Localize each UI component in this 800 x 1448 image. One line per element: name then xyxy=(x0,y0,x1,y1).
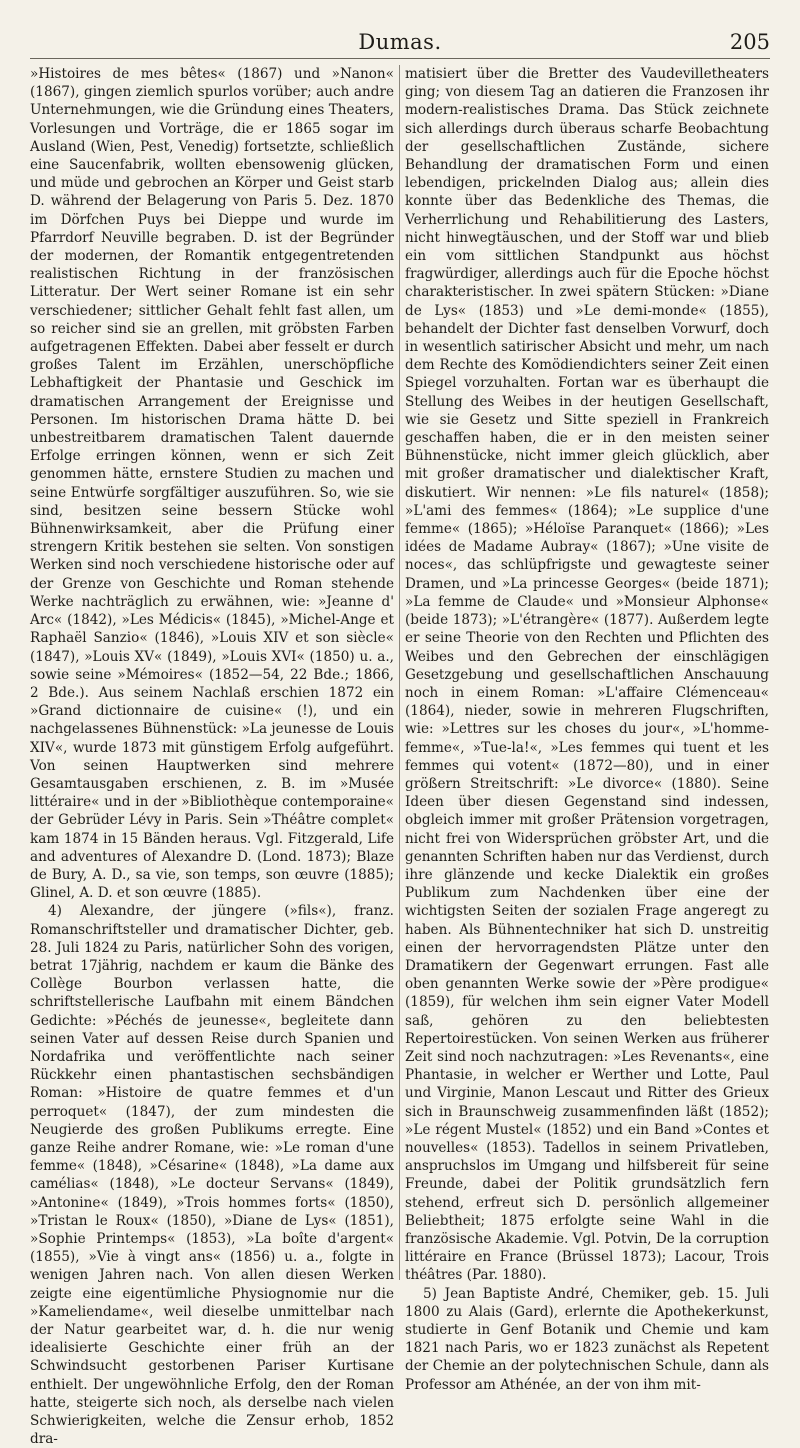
paragraph-dumas-pere-continued: »Histoires de mes bêtes« (1867) und »Nanon« (1867), gingen ziemlich spurlos vorüber; auch andre Unternehmungen, wie die Gründung eines Theaters, Vorlesungen und Vorträge, die er 1865 sogar im Ausland (Wien, Pest, Venedig) fortsetzte, schließlich eine Saucenfabrik, wollten ebensowenig glücken, und müde und gebrochen an Körper und Geist starb D. während der Belagerung von Paris 5. Dez. 1870 im Dörfchen Puys bei Dieppe und wurde im Pfarrdorf Neuville begraben. D. ist der Begründer der modernen, der Romantik entgegentretenden realistischen Richtung in der französischen Litteratur. Der Wert seiner Romane ist ein sehr verschiedener; sittlicher Gehalt fehlt fast allen, um so reicher sind sie an grellen, mit gröbsten Farben aufgetragenen Effekten. Dabei aber fesselt er durch großes Talent im Erzählen, unerschöpfliche Lebhaftigkeit der Phantasie und Geschick im dramatischen Arrangement der Ereignisse und Personen. Im historischen Drama hätte D. bei unbestreitbarem dramatischen Talent dauernde Erfolge erringen können, wenn er sich Zeit genommen hätte, ernstere Studien zu machen und seine Entwürfe sorgfältiger auszuführen. So, wie sie sind, besitzen seine bessern Stücke wohl Bühnenwirksamkeit, aber die Prüfung einer strengern Kritik bestehen sie selten. Von sonstigen Werken sind noch verschiedene historische oder auf der Grenze von Geschichte und Roman stehende Werke nachträglich zu erwähnen, wie: »Jeanne d' Arc« (1842), »Les Médicis« (1845), »Michel-Ange et Raphaël Sanzio« (1846), »Louis XIV et son siècle« (1847), »Louis XV« (1849), »Louis XVI« (1850) u. a., sowie seine »Mémoires« (1852—54, 22 Bde.; 1866, 2 Bde.). Aus seinem Nachlaß erschien 1872 ein »Grand dictionnaire de cuisine« (!), und ein nachgelassenes Bühnenstück: »La jeunesse de Louis XIV«, wurde 1873 mit günstigem Erfolg aufgeführt. Von seinen Hauptwerken sind mehrere Gesamtausgaben erschienen, z. B. im »Musée littéraire« und in der »Bibliothèque contemporaine« der Gebrüder Lévy in Paris. Sein »Théâtre complet« kam 1874 in 15 Bänden heraus. Vgl. Fitzgerald, Life and adventures of Alexandre D. (Lond. 1873); Blaze de Bury, A. D., sa vie, son temps, son œuvre (1885); Glinel, A. D. et son œuvre (1885). xyxy=(30,66,394,902)
paragraph-alexandre-fils: 4) Alexandre, der jüngere (»fils«), franz. Romanschriftsteller und dramatischer Dichter, geb. 28. Juli 1824 zu Paris, natürlicher Sohn des vorigen, betrat 17jährig, nachdem er kaum die Bänke des Collège Bourbon verlassen hatte, die schriftstellerische Laufbahn mit einem Bändchen Gedichte: »Péchés de jeunesse«, begleitete dann seinen Vater auf dessen Reise durch Spanien und Nordafrika und veröffentlichte nach seiner Rückkehr einen phantastischen sechsbändigen Roman: »Histoire de quatre femmes et d'un perroquet« (1847), der zum mindesten die Neugierde des großen Publikums erregte. Eine ganze Reihe andrer Romane, wie: »Le roman d'une femme« (1848), »Césarine« (1848), »La dame aux camélias« (1848), »Le docteur Servans« (1849), »Antonine« (1849), »Trois hommes forts« (1850), »Tristan le Roux« (1850), »Diane de Lys« (1851), »Sophie Printemps« (1853), »La boîte d'argent« (1855), »Vie à vingt ans« (1856) u. a., folgte in wenigen Jahren nach. Von allen diesen Werken zeigte eine eigentümliche Physiognomie nur die »Kameliendame«, weil dieselbe unmittelbar nach der Natur gearbeitet war, d. h. die nur wenig idealisierte Geschichte einer früh an der Schwindsucht gestorbenen Pariser Kurtisane enthielt. Der ungewöhnliche Erfolg, den der Roman hatte, steigerte sich noch, als derselbe nach vielen Schwierigkeiten, welche die Zensur erhob, 1852 dra- xyxy=(30,903,394,1448)
right-column xyxy=(405,65,769,1393)
text-columns xyxy=(30,65,770,1448)
page-header xyxy=(30,28,770,59)
left-column xyxy=(30,65,394,1448)
paragraph-jean-baptiste-andre: 5) Jean Baptiste André, Chemiker, geb. 15. Juli 1800 zu Alais (Gard), erlernte die Apothekerkunst, studierte in Genf Botanik und Chemie und kam 1821 nach Paris, wo er 1823 zunächst als Repetent der Chemie an der polytechnischen Schule, dann als Professor am Athénée, an der von ihm mit- xyxy=(405,1285,769,1393)
page-number: 205 xyxy=(729,30,770,54)
running-head: Dumas. xyxy=(358,30,442,54)
column-divider xyxy=(399,65,400,1280)
paragraph-alexandre-fils-continued: matisiert über die Bretter des Vaudevilletheaters ging; von diesem Tag an datieren die Franzosen ihr modern-realistisches Drama. Das Stück zeichnete sich allerdings durch überaus scharfe Beobachtung der gesellschaftlichen Zustände, sichere Behandlung der dramatischen Form und einen lebendigen, prickelnden Dialog aus; allein dies konnte über das Bedenkliche des Themas, die Verherrlichung und Rehabilitierung des Lasters, nicht hinwegtäuschen, und der Stoff war und blieb ein vom sittlichen Standpunkt aus höchst fragwürdiger, allerdings auch für die Epoche höchst charakteristischer. In zwei spätern Stücken: »Diane de Lys« (1853) und »Le demi-monde« (1855), behandelt der Dichter fast denselben Vorwurf, doch in wesentlich satirischer Absicht und mehr, um nach dem Rechte des Komödiendichters seiner Zeit einen Spiegel vorzuhalten. Fortan war es überhaupt die Stellung des Weibes in der heutigen Gesellschaft, wie sie Gesetz und Sitte speziell in Frankreich geschaffen haben, die er in den meisten seiner Bühnenstücke, nicht immer gleich glücklich, aber mit großer dramatischer und dialektischer Kraft, diskutiert. Wir nennen: »Le fils naturel« (1858); »L'ami des femmes« (1864); »Le supplice d'une femme« (1865); »Héloïse Paranquet« (1866); »Les idées de Madame Aubray« (1867); »Une visite de noces«, das schlüpfrigste und gewagteste seiner Dramen, und »La princesse Georges« (beide 1871); »La femme de Claude« und »Monsieur Alphonse« (beide 1873); »L'étrangère« (1877). Außerdem legte er seine Theorie von den Rechten und Pflichten des Weibes und den Gebrechen der einschlägigen Gesetzgebung und gesellschaftlichen Anschauung noch in einem Roman: »L'affaire Clémenceau« (1864), nieder, sowie in mehreren Flugschriften, wie: »Lettres sur les choses du jour«, »L'homme-femme«, »Tue-la!«, »Les femmes qui tuent et les femmes qui votent« (1872—80), und in einer größern Streitschrift: »Le divorce« (1880). Seine Ideen über diesen Gegenstand sind indessen, obgleich immer mit großer Prätension vorgetragen, nicht frei von Widersprüchen gröbster Art, und die genannten Schriften haben nur das Verdienst, durch ihre glänzende und kecke Dialektik ein großes Publikum zum Nachdenken über eine der wichtigsten Seiten der sozialen Frage angeregt zu haben. Als Bühnentechniker hat sich D. unstreitig einen der hervorragendsten Plätze unter den Dramatikern der Gegenwart errungen. Fast alle oben genannten Werke sowie der »Père prodigue« (1859), für welchen ihm sein eigner Vater Modell saß, gehören zu den beliebtesten Repertoirestücken. Von seinen Werken aus früherer Zeit sind noch nachzutragen: »Les Revenants«, eine Phantasie, in welcher er Werther und Lotte, Paul und Virginie, Manon Lescaut und Ritter des Grieux sich in Braunschweig zusammenfinden läßt (1852); »Le régent Mustel« (1852) und ein Band »Contes et nouvelles« (1853). Tadellos in seinem Privatleben, anspruchslos im Umgang und hilfsbereit für seine Freunde, dabei der Politik grundsätzlich fern stehend, erfreut sich D. persönlich allgemeiner Beliebtheit; 1875 erfolgte seine Wahl in die französische Akademie. Vgl. Potvin, De la corruption littéraire en France (Brüssel 1873); Lacour, Trois théâtres (Par. 1880). xyxy=(405,66,769,1284)
